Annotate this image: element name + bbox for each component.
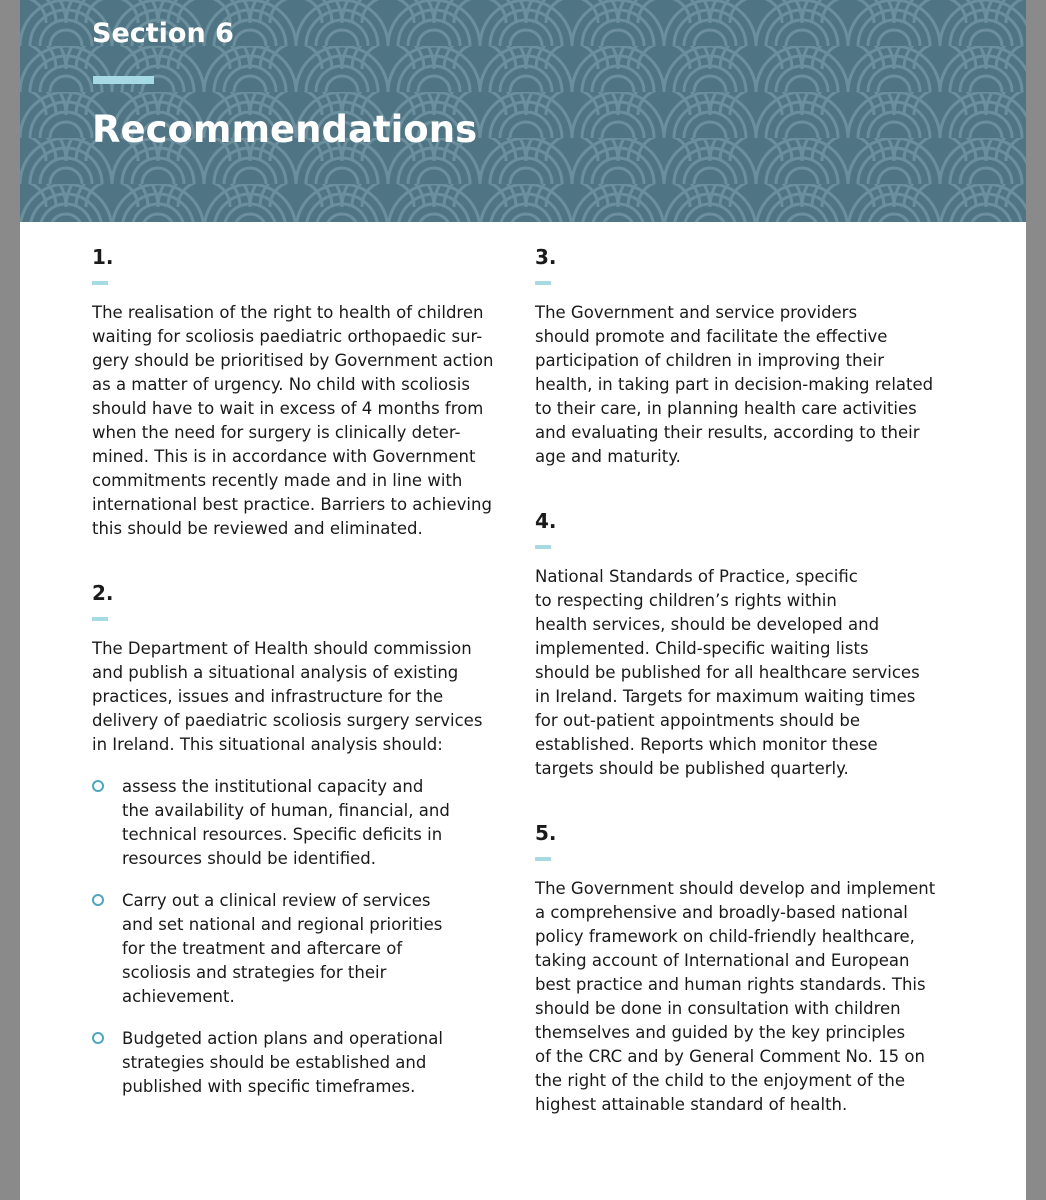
bullet-item [92, 775, 520, 871]
recommendation-text: The Government should develop and implement a comprehensive and broadly-based national policy framework on child-friendly healthcare, taking account of International and European best practice and human rights standards. This should be done in consultation with children themselves and guided by the key principles of the CRC and by General Comment No. 15 on the right of the child to the enjoyment of the highest attainable standard of health. [535, 879, 936, 1114]
recommendation-1 [92, 243, 520, 541]
recommendation-accent-rule [92, 281, 108, 285]
recommendation-text: The Government and service providers should promote and facilitate the effective participation of children in improving their health, in taking part in decision-making related to their care, in planning health care activities and evaluating their results, according to their age and maturity. [535, 303, 934, 466]
recommendation-4 [535, 507, 971, 781]
recommendation-3 [535, 243, 971, 469]
document-page [20, 0, 1026, 1200]
bullet-item [92, 1027, 520, 1099]
recommendation-number: 5. [535, 821, 557, 845]
circle-bullet-icon [92, 780, 104, 792]
recommendation-accent-rule [92, 617, 108, 621]
bullet-text: Budgeted action plans and operational strategies should be established and published with specific timeframes. [122, 1029, 443, 1096]
recommendation-text: The realisation of the right to health of children waiting for scoliosis paediatric orthopaedic sur- gery should be prioritised by Government action as a matter of urgency. No child with scoliosis should have to wait in excess of 4 months from when the need for surgery is clinically deter- mined. This is in accordance with Government commitments recently made and in line with international best practice. Barriers to achieving this should be reviewed and eliminated. [92, 303, 494, 538]
recommendation-accent-rule [535, 857, 551, 861]
section-banner [20, 0, 1026, 222]
recommendation-text: The Department of Health should commission and publish a situational analysis of existing practices, issues and infrastructure for the delivery of paediatric scoliosis surgery services in Ireland. This situational analysis should: [92, 639, 483, 754]
bullet-text: assess the institutional capacity and the availability of human, financial, and technical resources. Specific deficits in resources should be identified. [122, 777, 450, 868]
circle-bullet-icon [92, 894, 104, 906]
recommendation-2 [92, 579, 520, 1099]
recommendation-number: 3. [535, 245, 557, 269]
recommendation-number: 2. [92, 581, 114, 605]
section-label: Section 6 [92, 18, 234, 49]
page-title: Recommendations [92, 108, 478, 151]
recommendation-5 [535, 819, 971, 1117]
recommendation-accent-rule [535, 281, 551, 285]
recommendation-text: National Standards of Practice, specific to respecting children’s rights within health services, should be developed and implemented. Child-specific waiting lists should be published for all healthcare services in Ireland. Targets for maximum waiting times for out-patient appointments should be established. Reports which monitor these targets should be published quarterly. [535, 567, 920, 778]
bullet-text: Carry out a clinical review of services and set national and regional priorities for the treatment and aftercare of scoliosis and strategies for their achievement. [122, 891, 443, 1006]
circle-bullet-icon [92, 1032, 104, 1044]
recommendation-number: 4. [535, 509, 557, 533]
header-accent-rule [93, 76, 154, 84]
recommendation-number: 1. [92, 245, 114, 269]
bullet-list [92, 775, 520, 1099]
recommendation-accent-rule [535, 545, 551, 549]
bullet-item [92, 889, 520, 1009]
left-column [92, 243, 520, 1117]
right-column [535, 243, 971, 1117]
